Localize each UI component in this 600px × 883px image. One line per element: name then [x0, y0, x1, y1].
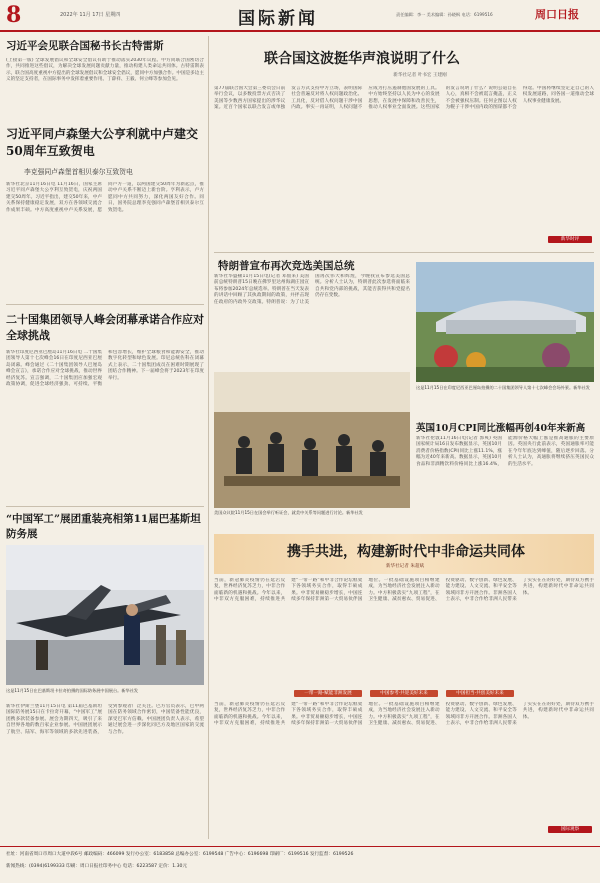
section-title: 国际新闻: [238, 9, 318, 29]
headline-cpi: 英国10月CPI同比涨幅再创40年来新高: [416, 423, 586, 434]
article-xi-un-body: (上接第一版) 全球发展倡议和全球安全倡议有助于推动落实2030年议程。中方同联合国密切合作，共同推进这些倡议，为解决全球发展问题贡献力量，推动构建人类命运共同体。古特雷斯表示，联合国高度重视中方提出的全球发展倡议和全球安全倡议，愿同中方加强合作。中国是多边主义的坚定支持者，在国际事务中发挥着重要作用。丁薛祥、王毅、何立峰等参加会见。: [6, 58, 204, 83]
subhead-africa-3: 中国担当·共创美好未来: [446, 690, 514, 697]
headline-africa: 携手共进，构建新时代中非命运共同体: [287, 544, 525, 560]
article-trump-body: 新华社华盛顿11月15日电(记者 邓仙来) 美国前总统特朗普15日晚在佛罗里达州海湖庄园宣布将参加2024年总统选举。特朗普在当天发表的讲话中回顾了其执政期间的政策，并抨击现任政府的内政外交政策。特朗普说：为了让美国再次伟大和辉煌，今晚我宣布参选美国总统。分析人士认为，特朗普此次参选将面临来自共和党内部的挑战，其能否获得共和党提名仍存在变数。: [214, 274, 410, 305]
masthead-logo: 周口日报: [535, 8, 579, 21]
article-africa-body: 当前，新冠肺炎疫情仍在延宕反复，世界经济复苏乏力，中非合作面临新的机遇和挑战。今年以来，中非双方克服困难，持续推进共建“一带一路”和中非合作论坛框架下各领域务实合作，取得丰硕成果。中非贸易额稳步增长，中国连续多年保持非洲第一大贸易伙伴国地位。一批基础设施项目相继建成，为当地经济社会发展注入新动力。中方积极落实“九项工程”，在卫生健康、减贫惠农、贸易促进、投资驱动、数字创新、绿色发展、能力建设、人文交流、和平安全等领域同非方开展合作。非洲各国人士表示，中非合作给非洲人民带来了实实在在的好处，期待双方携手共进，构建新时代中非命运共同体。: [214, 578, 594, 603]
divider: [6, 304, 204, 305]
article-g20-body: 新华社印度尼西亚巴厘岛11月16日电 二十国集团领导人第十七次峰会16日在印度尼西亚巴厘岛闭幕。峰会通过《二十国集团领导人巴厘岛峰会宣言》，承诺合作应对全球挑战，推动世界经济复苏。宣言强调，二十国集团应加强宏观政策协调，促进全球经济强劲、可持续、平衡和包容增长，维护全球粮食和能源安全，推动数字化转型和绿色发展。印尼总统佐科在闭幕式上表示，二十国集团成员在困难时期展现了团结合作精神。下一届峰会将于2023年在印度举行。: [6, 350, 204, 388]
headline-trump: 特朗普宣布再次竞选美国总统: [218, 260, 355, 272]
byline-un-explain: 新华社记者 叶书宏 王建刚: [393, 73, 447, 78]
headline-xi-un: 习近平会见联合国秘书长古特雷斯: [6, 40, 164, 52]
photo-garden: [416, 262, 594, 382]
photo-pakistan-graphic: [6, 545, 204, 685]
article-cpi-body: 新华社伦敦11月16日电(记者 郭爽) 英国国家统计局16日发布数据显示，英国10月消费者价格指数(CPI)同比上涨11.1%，涨幅为近40年来新高。数据显示，英国10月食品和非酒精饮料价格同比上涨16.4%，能源价格大幅上涨是推高通胀的主要原因。英国央行此前表示，英国通胀率可能在今年年底达到峰值，随后逐步回落。分析人士认为，高通胀将继续挤压英国民众的生活水平。: [416, 436, 594, 467]
article-china-army-body: 新华社伊斯兰堡11月15日电 第11届巴基斯坦国际防务展15日在卡拉奇开幕，“中国军工”展团携多款装备参展。展会为期四天，吸引了来自世界各地的数百家企业参展。中国展团展示了航空、陆军、海军等领域的多款先进装备，受到参观者广泛关注。巴方官员表示，巴中两国在防务领域合作密切，中国装备性能优良，深受巴军方信赖。中国展团负责人表示，希望通过展会进一步深化同巴方及地区国家的交流与合作。: [6, 704, 204, 735]
byline-africa: 新华社记者 朱超斌: [385, 564, 425, 569]
photo-pakistan-expo: [6, 545, 204, 685]
subhead-africa-2: 中国参考·共迎美好未来: [370, 690, 438, 697]
badge-xinhua-commentary: 新华时评: [548, 236, 592, 243]
article-un-explain-body: 第77届联合国大会第三委员会日前举行会议，以多数投票方式否决了美国等少数西方国家提出的涉华议案。近百个国家以联合发言或单独发言方式支持中方立场，表明国际社会普遍反对将人权问题政治化、工具化，反对借人权问题干涉中国内政。事实一再证明，人权问题不应成为打压遏制他国发展的工具。中方始终坚持以人民为中心的发展思想，在发展中保障和改善民生，推动人权事业全面发展。这些国家的发言说明了什么？说明公道自在人心，真相不会被谎言掩盖，正义不会被强权压制。任何企图以人权为幌子干涉中国内政的图谋都不会得逞。中国将继续坚定走自己的人权发展道路，同各国一道推动全球人权事业健康发展。: [214, 86, 594, 111]
headline-xi-lux: 习近平同卢森堡大公亨利就中卢建交50周年互致贺电: [6, 127, 199, 158]
caption-pakistan: 这是11月15日在巴基斯坦卡拉奇拍摄的国际防务展中国展台。新华社发: [6, 688, 139, 693]
footer-line-1: 社址：河南省周口市周口大道中段6号 邮政编码：466099 发行办公室：6183858 总编办公室：6199548 广告中心：6196698 印刷厂：6199516 发行监督：6199526: [6, 852, 354, 857]
headline-un-explain: 联合国这波挺华声浪说明了什么: [264, 51, 460, 67]
article-africa-body-cont: 当前，新冠肺炎疫情仍在延宕反复，世界经济复苏乏力，中非合作面临新的机遇和挑战。今年以来，中非双方克服困难，持续推进共建“一带一路”和中非合作论坛框架下各领域务实合作，取得丰硕成果。中非贸易额稳步增长，中国连续多年保持非洲第一大贸易伙伴国地位。一批基础设施项目相继建成，为当地经济社会发展注入新动力。中方积极落实“九项工程”，在卫生健康、减贫惠农、贸易促进、投资驱动、数字创新、绿色发展、能力建设、人文交流、和平安全等领域同非方开展合作。非洲各国人士表示，中非合作给非洲人民带来了实实在在的好处，期待双方携手共进，构建新时代中非命运共同体。: [214, 702, 594, 727]
photo-meeting: [214, 372, 410, 508]
caption-meeting: 美国众议院11月15日在国会举行听证会，就美中关系等问题进行讨论。新华社发: [214, 510, 363, 515]
divider: [6, 506, 204, 507]
divider: [214, 252, 594, 253]
headline-china-army: “中国军工”展团重装亮相第11届巴基斯坦防务展: [6, 513, 201, 540]
badge-world-watch: 国际观察: [548, 826, 592, 833]
footer-line-2: 新闻热线：(0394)6199333 印刷：周口日报社印务中心 电话：6223587 定价：1.30元: [6, 864, 188, 869]
article-xi-un: [6, 58, 204, 120]
subhead-africa-1: 一带一路·赋能非洲发展: [294, 690, 362, 697]
issue-date: 2022年 11月 17日 星期四: [60, 12, 121, 18]
caption-garden: 这是11月15日在印度尼西亚巴厘岛拍摄的二十国集团领导人第十七次峰会会场外景。新华社发: [416, 385, 590, 390]
footer-rule: [0, 846, 600, 847]
header-rule: [0, 30, 600, 32]
editors-line: 责任编辑：李一 美术编辑：孙晓枫 电话：6199516: [396, 12, 493, 17]
headline-g20: 二十国集团领导人峰会闭幕承诺合作应对全球挑战: [6, 313, 204, 342]
photo-meeting-graphic: [214, 372, 410, 508]
article-xi-lux-body: 新华社北京11月16日电 11月16日，国家主席习近平同卢森堡大公亨利互致贺电，庆祝两国建交50周年。习近平指出，建交50年来，中卢关系保持健康稳定发展，双方在各领域交流合作成果丰硕。中方高度重视中卢关系发展，愿同卢方一道，以两国建交50周年为新起点，推动中卢关系不断迈上新台阶。亨利表示，卢方愿同中方共同努力，深化两国友好合作。同日，国务院总理李克强同卢森堡首相贝泰尔互致贺电。: [6, 182, 204, 213]
subheadline-li-lux: 李克强同卢森堡首相贝泰尔互致贺电: [24, 168, 133, 176]
photo-garden-graphic: [416, 262, 594, 382]
page-number: 8: [6, 2, 22, 28]
column-divider: [208, 36, 209, 839]
